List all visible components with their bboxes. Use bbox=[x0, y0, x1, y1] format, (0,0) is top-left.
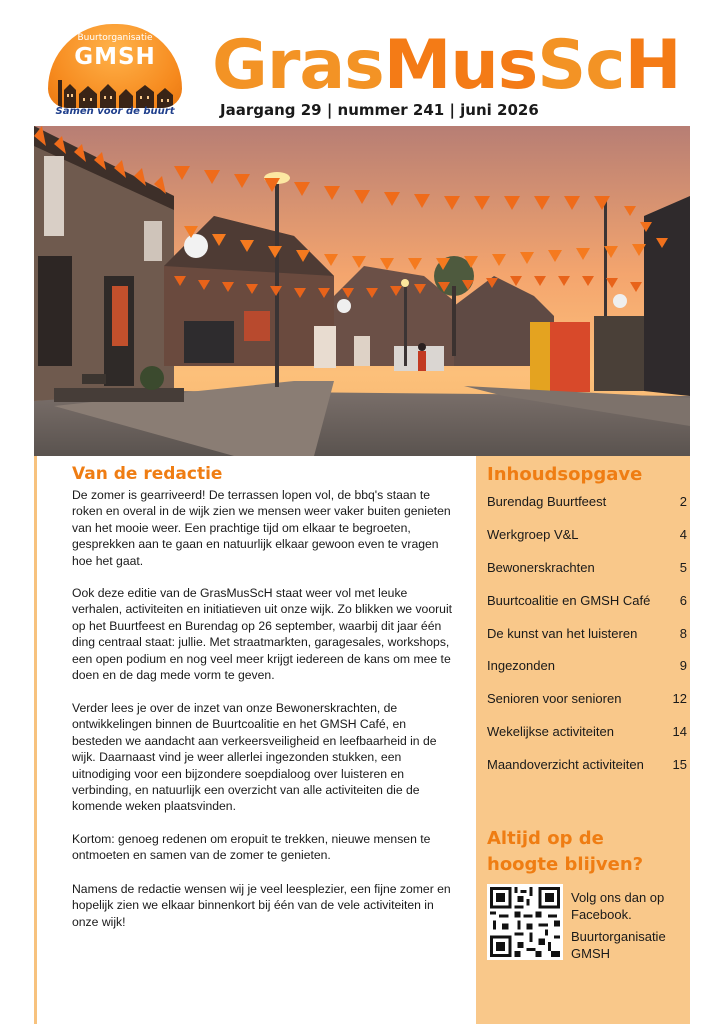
masthead-part-4: H bbox=[624, 26, 681, 105]
toc-item-page: 14 bbox=[672, 724, 687, 739]
column-divider bbox=[34, 456, 37, 1024]
toc-item-title: Buurtcoalitie en GMSH Café bbox=[487, 593, 651, 608]
toc-item-page: 5 bbox=[679, 560, 687, 575]
masthead-part-1: Gras bbox=[212, 26, 384, 105]
toc-item-title: De kunst van het luisteren bbox=[487, 626, 638, 641]
editorial-paragraph-2: Ook deze editie van de GrasMusScH staat weer vol met leuke verhalen, activiteiten en initiatieven uit onze wijk. Zo blikken we vooruit op het Buurtfeest en Burendag op 26 september, waarbij dit jaar één ding centraal staat: jullie. Met straatmarkten, garagesales, workshops, een open podium en nog veel meer krijgt iedereen de kans om mee te doen en de dag mede vorm te geven. bbox=[72, 586, 453, 683]
logo-tagline: Samen voor de buurt bbox=[55, 106, 175, 117]
masthead-title bbox=[212, 26, 681, 105]
editorial-paragraph-1: De zomer is gearriveerd! De terrassen lopen vol, de bbq's staan te roken en overal in de wijk zien we mensen weer vaker buiten genieten van het mooie weer. Een prachtige tijd om elkaar te begroeten, gesprekken aan te gaan en natuurlijk elkaar gewoon even te vragen hoe het gaat. bbox=[72, 488, 451, 568]
toc-item-title: Senioren voor senioren bbox=[487, 691, 622, 706]
toc-item-page: 8 bbox=[679, 626, 687, 641]
editorial-paragraph-3: Verder lees je over de inzet van onze Bewonerskrachten, de ontwikkelingen binnen de Buurtcoalitie en het GMSH Café, en besteden we aandacht aan verkeersveiligheid en leefbaarheid in de wijk. Daarnaast vind je weer allerlei ingezonden stukken, een uitnodiging voor een bijzondere soepdialoog over luisteren en verbinding, en natuurlijk een overzicht van alle activiteiten die de komende weken plaatsvinden. bbox=[72, 701, 437, 814]
toc-item-page: 6 bbox=[679, 593, 687, 608]
toc-item-title: Burendag Buurtfeest bbox=[487, 494, 607, 509]
masthead-part-3: Sc bbox=[537, 26, 625, 105]
gmsh-logo bbox=[48, 24, 182, 120]
follow-org-name: Buurtorganisatie GMSH bbox=[571, 929, 666, 961]
toc-item-title: Maandoverzicht activiteiten bbox=[487, 757, 644, 772]
editorial-paragraph-5: Namens de redactie wensen wij je veel leesplezier, een fijne zomer en hopelijk zien we elkaar binnenkort bij één van de vele activiteiten in onze wijk! bbox=[72, 882, 451, 929]
toc-item-page: 2 bbox=[679, 494, 687, 509]
toc-item-page: 9 bbox=[679, 658, 687, 673]
logo-small-text: Buurtorganisatie bbox=[77, 33, 153, 43]
issue-line: Jaargang 29 | nummer 241 | juni 2026 bbox=[220, 101, 539, 119]
logo-sun-disc bbox=[48, 24, 182, 108]
qr-code-icon[interactable] bbox=[487, 884, 563, 960]
toc-item-title: Wekelijkse activiteiten bbox=[487, 724, 614, 739]
toc-item-page: 15 bbox=[672, 757, 687, 772]
toc-item-page: 12 bbox=[672, 691, 687, 706]
toc-item-page: 4 bbox=[679, 527, 687, 542]
toc-item-title: Werkgroep V&L bbox=[487, 527, 579, 542]
masthead-part-2: Mus bbox=[383, 26, 538, 105]
logo-big-text: GMSH bbox=[74, 44, 156, 70]
editorial-heading: Van de redactie bbox=[72, 464, 223, 484]
toc-item-title: Bewonerskrachten bbox=[487, 560, 595, 575]
toc-item-title: Ingezonden bbox=[487, 658, 555, 673]
skyline-icon bbox=[52, 76, 178, 108]
editorial-paragraph-4: Kortom: genoeg redenen om eropuit te trekken, nieuwe mensen te ontmoeten en samen van de zomer te genieten. bbox=[72, 832, 431, 863]
street-party-photo bbox=[34, 126, 690, 456]
stay-updated-heading: Altijd op de hoogte blijven? bbox=[487, 828, 644, 875]
toc-heading: Inhoudsopgave bbox=[487, 464, 643, 485]
follow-text: Volg ons dan op Facebook. bbox=[571, 890, 665, 922]
